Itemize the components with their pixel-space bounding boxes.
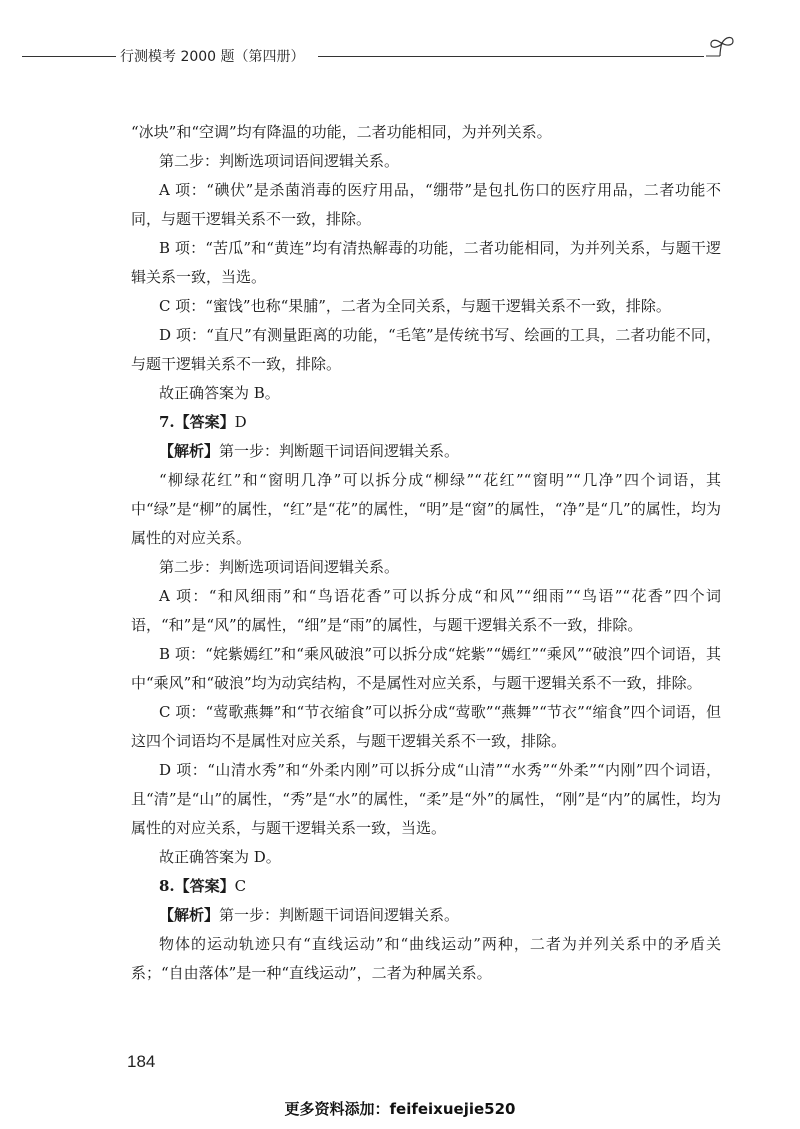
paragraph: B 项：“姹紫嫣红”和“乘风破浪”可以拆分成“姹紫”“嫣红”“乘风”“破浪”四个词语，其中“乘风”和“破浪”均为动宾结构，不是属性对应关系，与题干逻辑关系不一致，排除。 bbox=[131, 645, 721, 692]
analysis-label: 【解析】 bbox=[159, 442, 220, 460]
analysis-label: 【解析】 bbox=[159, 906, 220, 924]
header-rule-right bbox=[318, 56, 704, 57]
paragraph: “冰块”和“空调”均有降温的功能，二者功能相同，为并列关系。 bbox=[131, 123, 552, 141]
paragraph: A 项：“碘伏”是杀菌消毒的医疗用品，“绷带”是包扎伤口的医疗用品，二者功能不同，与题干逻辑关系不一致，排除。 bbox=[131, 181, 721, 228]
paragraph: C 项：“莺歌燕舞”和“节衣缩食”可以拆分成“莺歌”“燕舞”“节衣”“缩食”四个词语，但这四个词语均不是属性对应关系，与题干逻辑关系不一致，排除。 bbox=[131, 703, 721, 750]
header-title: 行测模考 2000 题（第四册） bbox=[120, 49, 305, 65]
paragraph: A 项：“和风细雨”和“鸟语花香”可以拆分成“和风”“细雨”“鸟语”“花香”四个词语，“和”是“风”的属性，“细”是“雨”的属性，与题干逻辑关系不一致，排除。 bbox=[131, 587, 721, 634]
analysis-text: 第一步：判断题干词语间逻辑关系。 bbox=[219, 442, 460, 460]
answer-heading bbox=[131, 408, 721, 437]
analysis-text: 第一步：判断题干词语间逻辑关系。 bbox=[219, 906, 460, 924]
answer-label: 8.【答案】 bbox=[159, 877, 235, 895]
paragraph: B 项：“苦瓜”和“黄连”均有清热解毒的功能，二者功能相同，为并列关系，与题干逻辑关系一致，当选。 bbox=[131, 239, 721, 286]
paragraph: D 项：“直尺”有测量距离的功能，“毛笔”是传统书写、绘画的工具，二者功能不同，与题干逻辑关系不一致，排除。 bbox=[131, 326, 721, 373]
paragraph: D 项：“山清水秀”和“外柔内刚”可以拆分成“山清”“水秀”“外柔”“内刚”四个词语，且“清”是“山”的属性，“秀”是“水”的属性，“柔”是“外”的属性，“刚”是“内”的属性，均为属性的对应关系，与题干逻辑关系一致，当选。 bbox=[131, 761, 721, 837]
answer-value: C bbox=[234, 877, 247, 895]
analysis-heading bbox=[131, 901, 721, 930]
sprout-icon bbox=[702, 34, 742, 66]
paragraph: 第二步：判断选项词语间逻辑关系。 bbox=[159, 558, 400, 576]
paragraph: 物体的运动轨迹只有“直线运动”和“曲线运动”两种，二者为并列关系中的矛盾关系；“自由落体”是一种“直线运动”，二者为种属关系。 bbox=[131, 935, 721, 982]
page-body bbox=[131, 118, 721, 988]
answer-value: D bbox=[234, 413, 247, 431]
paragraph: 故正确答案为 D。 bbox=[159, 848, 281, 866]
page-number: 184 bbox=[127, 1052, 156, 1071]
running-header bbox=[22, 38, 778, 68]
paragraph: 第二步：判断选项词语间逻辑关系。 bbox=[159, 152, 400, 170]
analysis-heading bbox=[131, 437, 721, 466]
answer-label: 7.【答案】 bbox=[159, 413, 235, 431]
paragraph: C 项：“蜜饯”也称“果脯”，二者为全同关系，与题干逻辑关系不一致，排除。 bbox=[159, 297, 671, 315]
paragraph: “柳绿花红”和“窗明几净”可以拆分成“柳绿”“花红”“窗明”“几净”四个词语，其中“绿”是“柳”的属性，“红”是“花”的属性，“明”是“窗”的属性，“净”是“几”的属性，均为属性的对应关系。 bbox=[131, 471, 721, 547]
answer-heading bbox=[131, 872, 721, 901]
footer-note-text: 更多资料添加：feifeixuejie520 bbox=[284, 1100, 516, 1118]
header-rule-left bbox=[22, 56, 116, 57]
paragraph: 故正确答案为 B。 bbox=[159, 384, 280, 402]
footer-note bbox=[0, 1098, 800, 1119]
